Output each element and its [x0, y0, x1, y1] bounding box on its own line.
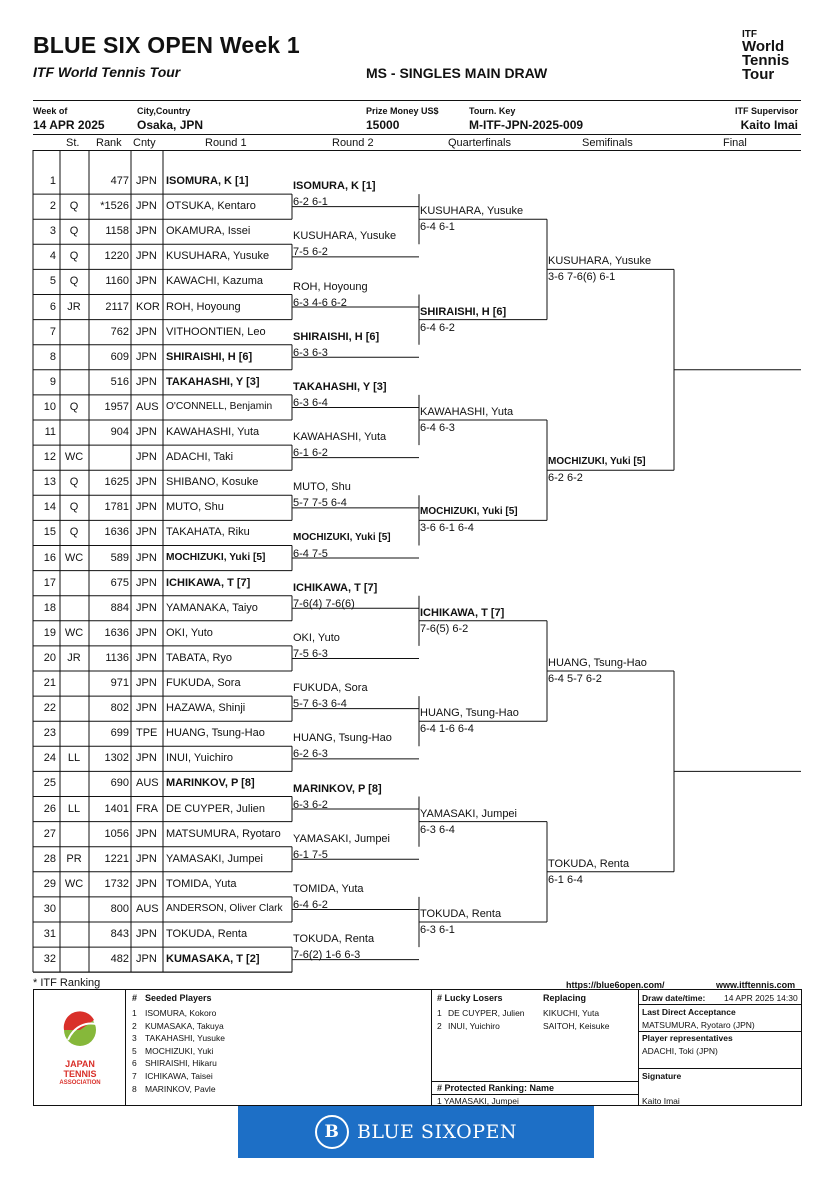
entry-player-name[interactable]: KAWACHI, Kazuma — [166, 275, 263, 288]
entry-rank: 904 — [110, 426, 129, 438]
entry-rank: 1160 — [105, 275, 129, 288]
seeded-num-header: # — [132, 993, 138, 1003]
entry-player-name[interactable]: VITHOONTIEN, Leo — [166, 325, 266, 338]
entry-rank: 675 — [110, 576, 129, 589]
quarterfinal-winner[interactable]: TOKUDA, Renta — [420, 908, 502, 920]
pr-rule-mid — [431, 1094, 638, 1095]
draw-number: 6 — [49, 300, 56, 313]
quarterfinal-score: 6-4 6-2 — [420, 321, 455, 334]
entry-player-name[interactable]: HUANG, Tsung-Hao — [166, 727, 265, 740]
semifinal-winner[interactable]: MOCHIZUKI, Yuki [5] — [548, 456, 646, 468]
entry-rank: 1401 — [104, 802, 129, 815]
draw-number: 13 — [43, 476, 56, 489]
entry-status: WC — [64, 451, 84, 464]
signature-label: Signature — [642, 1071, 682, 1081]
quarterfinal-score: 6-3 6-4 — [420, 823, 455, 836]
week-label: Week of — [33, 106, 68, 116]
draw-number: 2 — [49, 200, 56, 213]
seed-number: 7 — [132, 1071, 137, 1081]
entry-player-name[interactable]: TABATA, Ryo — [166, 651, 233, 664]
entry-player-name[interactable]: FUKUDA, Sora — [166, 677, 241, 689]
entry-player-name[interactable]: SHIRAISHI, H [6] — [166, 350, 253, 363]
pr-rule-top — [431, 1081, 638, 1082]
draw-date-value: 14 APR 2025 14:30 — [724, 993, 798, 1003]
semifinal-winner[interactable]: KUSUHARA, Yusuke — [548, 255, 652, 268]
blue-six-open-banner — [238, 1106, 594, 1158]
lda-label: Last Direct Acceptance — [642, 1007, 736, 1017]
semifinal-score: 3-6 7-6(6) 6-1 — [548, 271, 616, 284]
replacing-header: Replacing — [543, 993, 587, 1003]
draw-number: 1 — [49, 175, 56, 187]
itf-logo-line1: ITF — [742, 29, 757, 40]
info-rule-3 — [638, 1068, 801, 1069]
entry-rank: 1636 — [104, 526, 129, 539]
draw-number: 24 — [43, 752, 56, 765]
lda-value: MATSUMURA, Ryotaro (JPN) — [642, 1020, 755, 1030]
round2-winner[interactable]: ICHIKAWA, T [7] — [293, 581, 378, 594]
entry-player-name[interactable]: OKI, Yuto — [166, 626, 213, 639]
entry-status: Q — [69, 200, 79, 213]
entry-country: JPN — [136, 626, 157, 639]
entry-country: FRA — [136, 802, 158, 815]
round2-score: 6-4 7-5 — [293, 547, 328, 560]
entry-country: JPN — [136, 551, 157, 564]
prize-label: Prize Money US$ — [366, 106, 439, 116]
itftennis-link[interactable]: www.itftennis.com — [716, 980, 796, 990]
draw-number: 25 — [43, 777, 56, 790]
lucky-loser-name: DE CUYPER, Julien — [448, 1008, 525, 1018]
entry-country: JPN — [136, 928, 157, 940]
entry-player-name[interactable]: O'CONNELL, Benjamin — [166, 400, 273, 412]
key-label: Tourn. Key — [469, 106, 516, 116]
seed-player: MOCHIZUKI, Yuki — [145, 1045, 214, 1056]
draw-number: 5 — [49, 275, 56, 288]
draw-number: 19 — [43, 626, 56, 639]
entry-country: JPN — [136, 350, 157, 363]
signature-value: Kaito Imai — [642, 1096, 680, 1106]
entry-status: Q — [69, 501, 79, 514]
entry-rank: 516 — [110, 375, 129, 388]
draw-number: 18 — [43, 601, 56, 614]
quarterfinal-score: 6-4 1-6 6-4 — [420, 723, 474, 736]
entry-country: JPN — [136, 601, 157, 614]
draw-number: 7 — [49, 325, 56, 338]
entry-rank: 762 — [110, 325, 129, 338]
entry-country: JPN — [136, 375, 157, 388]
quarterfinal-winner[interactable]: MOCHIZUKI, Yuki [5] — [420, 506, 518, 518]
footer-divider-2 — [431, 989, 432, 1105]
quarterfinal-winner[interactable]: KUSUHARA, Yusuke — [420, 205, 524, 218]
round2-winner[interactable]: SHIRAISHI, H [6] — [293, 330, 380, 343]
seed-number: 2 — [132, 1020, 137, 1031]
seed-number: 1 — [132, 1008, 137, 1018]
entry-rank: 1781 — [104, 501, 129, 514]
entry-player-name[interactable]: ROH, Hoyoung — [166, 300, 241, 313]
jta-text-3: ASSOCIATION — [59, 1080, 101, 1086]
entry-rank: 802 — [110, 702, 129, 715]
seeded-header: Seeded Players — [145, 993, 212, 1003]
seed-player: ICHIKAWA, Taisei — [145, 1071, 213, 1081]
round2-winner[interactable]: ISOMURA, K [1] — [293, 180, 376, 193]
draw-number: 11 — [44, 426, 56, 438]
round2-score: 6-3 4-6 6-2 — [293, 296, 347, 309]
entry-country: JPN — [136, 325, 157, 338]
entry-country: JPN — [136, 651, 157, 664]
seed-player: KUMASAKA, Takuya — [145, 1020, 224, 1031]
round2-score: 6-3 6-4 — [293, 396, 328, 409]
semifinal-score: 6-1 6-4 — [548, 873, 583, 886]
round2-winner[interactable]: OKI, Yuto — [293, 631, 340, 644]
lucky-losers-header: # Lucky Losers — [437, 993, 503, 1003]
entry-rank: 971 — [110, 677, 129, 689]
round2-score: 7-6(4) 7-6(6) — [293, 597, 355, 610]
draw-number: 12 — [43, 451, 56, 464]
entry-rank: 589 — [110, 551, 129, 564]
tour-subtitle: ITF World Tennis Tour — [33, 64, 181, 80]
lucky-loser-number: 2 — [437, 1020, 442, 1031]
draw-number: 22 — [43, 702, 56, 715]
entry-player-name[interactable]: YAMANAKA, Taiyo — [166, 601, 258, 614]
col-quarterfinals: Quarterfinals — [448, 137, 511, 149]
entry-player-name[interactable]: KUSUHARA, Yusuke — [166, 250, 270, 263]
quarterfinal-score: 6-4 6-1 — [420, 221, 455, 234]
entry-player-name[interactable]: YAMASAKI, Jumpei — [166, 852, 263, 865]
entry-player-name[interactable]: TAKAHASHI, Y [3] — [166, 375, 260, 388]
lucky-loser-name: INUI, Yuichiro — [448, 1020, 500, 1031]
round2-winner[interactable]: HUANG, Tsung-Hao — [293, 732, 392, 745]
col-semifinals: Semifinals — [582, 137, 633, 149]
entry-player-name[interactable]: SHIBANO, Kosuke — [166, 476, 259, 489]
entry-rank: 800 — [110, 902, 129, 915]
city-value: Osaka, JPN — [137, 118, 204, 132]
quarterfinal-score: 3-6 6-1 6-4 — [420, 522, 474, 535]
seed-player: ISOMURA, Kokoro — [145, 1008, 217, 1018]
semifinal-score: 6-4 5-7 6-2 — [548, 673, 602, 685]
entry-country: KOR — [136, 300, 160, 313]
entry-rank: *1526 — [100, 200, 129, 213]
jta-text-2: TENNIS — [63, 1069, 97, 1079]
entry-country: AUS — [136, 777, 159, 790]
round2-score: 6-3 6-2 — [293, 798, 328, 811]
entry-country: AUS — [136, 902, 159, 915]
round2-score: 7-5 6-2 — [293, 246, 328, 259]
entry-player-name[interactable]: MARINKOV, P [8] — [166, 777, 255, 790]
round2-score: 6-4 6-2 — [293, 898, 328, 911]
quarterfinal-winner[interactable]: YAMASAKI, Jumpei — [420, 807, 517, 820]
round2-winner[interactable]: MOCHIZUKI, Yuki [5] — [293, 531, 391, 543]
entry-player-name[interactable]: TOKUDA, Renta — [166, 928, 248, 940]
round2-winner[interactable]: KUSUHARA, Yusuke — [293, 230, 397, 243]
round2-winner[interactable]: ROH, Hoyoung — [293, 280, 368, 293]
jta-logo — [54, 1010, 106, 1100]
entry-player-name[interactable]: MATSUMURA, Ryotaro — [166, 827, 281, 840]
tennis-ball-icon — [54, 1010, 106, 1050]
entry-player-name[interactable]: OTSUKA, Kentaro — [166, 200, 256, 213]
col-final: Final — [723, 137, 747, 149]
event-name: MS - SINGLES MAIN DRAW — [366, 65, 548, 81]
quarterfinal-score: 7-6(5) 6-2 — [420, 622, 469, 635]
round2-score: 6-1 6-2 — [293, 447, 328, 460]
blue6open-link[interactable]: https://blue6open.com/ — [566, 980, 665, 990]
entry-country: JPN — [136, 426, 157, 438]
semifinal-winner[interactable]: TOKUDA, Renta — [548, 857, 630, 870]
entry-player-name[interactable]: KAWAHASHI, Yuta — [166, 426, 260, 438]
entry-rank: 884 — [110, 601, 129, 614]
entry-status: Q — [69, 250, 79, 263]
entry-rank: 1220 — [104, 250, 129, 263]
entry-country: JPN — [136, 250, 157, 263]
entry-rank: 1957 — [104, 400, 129, 413]
round2-winner[interactable]: MUTO, Shu — [293, 481, 351, 494]
round2-score: 7-5 6-3 — [293, 647, 328, 660]
entry-status: Q — [69, 526, 79, 539]
round2-winner[interactable]: KAWAHASHI, Yuta — [293, 431, 387, 444]
quarterfinal-winner[interactable]: SHIRAISHI, H [6] — [420, 305, 507, 318]
entry-country: JPN — [136, 852, 157, 865]
itf-ranking-note: * ITF Ranking — [33, 977, 101, 989]
round2-score: 6-1 7-5 — [293, 848, 328, 861]
quarterfinal-winner[interactable]: ICHIKAWA, T [7] — [420, 606, 505, 619]
entry-country: JPN — [136, 677, 157, 689]
round2-score: 6-2 6-1 — [293, 196, 328, 209]
entry-status: JR — [67, 300, 81, 313]
entry-country: JPN — [136, 752, 157, 765]
footer-divider-1 — [125, 989, 126, 1105]
entry-country: AUS — [136, 400, 159, 413]
draw-number: 15 — [43, 526, 56, 539]
entry-rank: 1221 — [104, 852, 129, 865]
entry-rank: 1302 — [104, 752, 129, 765]
semifinal-score: 6-2 6-2 — [548, 472, 583, 485]
city-label: City,Country — [137, 106, 191, 116]
draw-number: 32 — [43, 953, 56, 966]
entry-player-name[interactable]: DE CUYPER, Julien — [166, 802, 266, 815]
col-round2: Round 2 — [332, 137, 374, 149]
entry-status: LL — [67, 752, 81, 765]
entry-player-name[interactable]: MOCHIZUKI, Yuki [5] — [166, 551, 266, 563]
entry-player-name[interactable]: ANDERSON, Oliver Clark — [166, 902, 283, 914]
lucky-loser-replacing: KIKUCHI, Yuta — [543, 1008, 600, 1018]
entry-country: JPN — [136, 175, 157, 187]
jta-text-1: JAPAN — [65, 1059, 95, 1069]
entry-country: JPN — [136, 451, 157, 464]
entry-player-name[interactable]: TOMIDA, Yuta — [166, 877, 237, 890]
quarterfinal-score: 6-4 6-3 — [420, 422, 455, 434]
entry-rank: 699 — [110, 727, 129, 740]
entry-status: Q — [69, 476, 79, 489]
entry-player-name[interactable]: ISOMURA, K [1] — [166, 175, 249, 187]
entry-player-name[interactable]: KUMASAKA, T [2] — [166, 953, 260, 966]
draw-number: 9 — [49, 375, 56, 388]
quarterfinal-winner[interactable]: KAWAHASHI, Yuta — [420, 406, 514, 418]
col-st: St. — [66, 137, 80, 149]
lucky-loser-number: 1 — [437, 1008, 442, 1018]
draw-number: 8 — [49, 350, 56, 363]
seed-number: 6 — [132, 1058, 137, 1069]
draw-number: 3 — [49, 225, 56, 238]
entry-country: JPN — [136, 877, 157, 890]
info-rule-2 — [638, 1031, 801, 1032]
pr-row: 1 YAMASAKI, Jumpei — [437, 1096, 519, 1106]
round2-score: 6-3 6-3 — [293, 346, 328, 359]
entry-rank: 1625 — [104, 476, 129, 489]
entry-player-name[interactable]: MUTO, Shu — [166, 501, 224, 514]
draw-number: 17 — [43, 576, 56, 589]
col-rank: Rank — [96, 137, 122, 149]
rep-label: Player representatives — [642, 1033, 733, 1043]
draw-number: 20 — [43, 651, 56, 664]
entry-country: TPE — [136, 727, 158, 740]
draw-number: 14 — [43, 501, 56, 514]
entry-player-name[interactable]: INUI, Yuichiro — [166, 752, 234, 765]
entry-player-name[interactable]: TAKAHATA, Riku — [166, 526, 250, 539]
entry-rank: 690 — [110, 777, 129, 790]
entry-status: Q — [69, 275, 79, 288]
seed-number: 8 — [132, 1083, 137, 1094]
seed-player: TAKAHASHI, Yusuke — [145, 1033, 225, 1044]
entry-status: LL — [67, 802, 81, 815]
entry-rank: 1732 — [104, 877, 129, 890]
seed-number: 3 — [132, 1033, 137, 1044]
draw-number: 27 — [43, 827, 56, 840]
entry-country: JPN — [136, 501, 157, 514]
draw-number: 4 — [49, 250, 56, 263]
entry-status: Q — [69, 225, 79, 238]
entry-rank: 1056 — [104, 827, 129, 840]
key-value: M-ITF-JPN-2025-009 — [469, 118, 584, 132]
page-title: BLUE SIX OPEN Week 1 — [33, 32, 300, 58]
info-rule-1 — [638, 1004, 801, 1005]
quarterfinal-score: 6-3 6-1 — [420, 924, 455, 936]
round2-winner[interactable]: FUKUDA, Sora — [293, 682, 368, 695]
round2-winner[interactable]: YAMASAKI, Jumpei — [293, 832, 390, 845]
draw-number: 26 — [43, 802, 56, 815]
entry-rank: 843 — [110, 928, 129, 940]
entry-status: WC — [64, 626, 84, 639]
entry-status: WC — [64, 551, 84, 564]
round2-score: 7-6(2) 1-6 6-3 — [293, 949, 361, 962]
lucky-loser-replacing: SAITOH, Keisuke — [543, 1020, 610, 1031]
supervisor-value: Kaito Imai — [740, 118, 798, 132]
seed-number: 5 — [132, 1045, 137, 1056]
entry-rank: 1136 — [105, 651, 129, 664]
entry-rank: 1158 — [105, 225, 129, 238]
entry-player-name[interactable]: HAZAWA, Shinji — [166, 702, 246, 715]
entry-status: WC — [64, 877, 84, 890]
draw-number: 31 — [43, 928, 56, 940]
entry-status: Q — [69, 400, 79, 413]
round2-score: 5-7 7-5 6-4 — [293, 497, 347, 510]
draw-number: 30 — [43, 902, 56, 915]
entry-rank: 477 — [110, 175, 129, 187]
col-round1: Round 1 — [205, 137, 247, 149]
semifinal-winner[interactable]: HUANG, Tsung-Hao — [548, 657, 647, 669]
draw-number: 23 — [43, 727, 56, 740]
itf-logo-line3: Tennis — [742, 52, 790, 69]
entry-status: PR — [66, 852, 82, 865]
draw-number: 21 — [43, 677, 56, 689]
round2-score: 5-7 6-3 6-4 — [293, 698, 347, 711]
col-cnty: Cnty — [133, 137, 156, 149]
draw-number: 10 — [43, 400, 56, 413]
entry-player-name[interactable]: ICHIKAWA, T [7] — [166, 576, 251, 589]
footer-divider-3 — [638, 989, 639, 1105]
entry-country: JPN — [136, 702, 157, 715]
entry-rank: 482 — [110, 953, 129, 966]
entry-country: JPN — [136, 275, 157, 288]
entry-country: JPN — [136, 576, 157, 589]
week-value: 14 APR 2025 — [33, 118, 105, 132]
entry-country: JPN — [136, 827, 157, 840]
entry-rank: 2117 — [105, 300, 129, 313]
itf-logo-line4: Tour — [742, 66, 775, 83]
entry-country: JPN — [136, 200, 157, 213]
quarterfinal-winner[interactable]: HUANG, Tsung-Hao — [420, 707, 519, 720]
draw-date-label: Draw date/time: — [642, 993, 706, 1003]
entry-country: JPN — [136, 476, 157, 489]
banner-text: BLUE SIXOPEN — [356, 1121, 518, 1143]
entry-country: JPN — [136, 953, 157, 966]
entry-player-name[interactable]: OKAMURA, Issei — [166, 225, 251, 238]
entry-country: JPN — [136, 225, 157, 238]
seed-player: MARINKOV, Pavle — [145, 1083, 216, 1094]
supervisor-label: ITF Supervisor — [734, 106, 798, 116]
blue-six-open-icon: B — [315, 1115, 349, 1149]
draw-number: 29 — [43, 877, 56, 890]
round2-winner[interactable]: TOKUDA, Renta — [293, 933, 375, 946]
draw-number: 16 — [43, 551, 56, 564]
round2-winner[interactable]: MARINKOV, P [8] — [293, 782, 382, 795]
round2-winner[interactable]: TOMIDA, Yuta — [293, 882, 364, 895]
rep-value: ADACHI, Toki (JPN) — [642, 1046, 718, 1056]
itf-logo-line2: World — [742, 38, 785, 55]
pr-header: # Protected Ranking: Name — [437, 1083, 555, 1093]
draw-number: 28 — [43, 852, 56, 865]
seed-player: SHIRAISHI, Hikaru — [145, 1058, 217, 1069]
entry-country: JPN — [136, 526, 157, 539]
round2-winner[interactable]: TAKAHASHI, Y [3] — [293, 380, 387, 393]
entry-status: JR — [67, 651, 81, 664]
round2-score: 6-2 6-3 — [293, 748, 328, 761]
entry-player-name[interactable]: ADACHI, Taki — [166, 451, 234, 464]
prize-value: 15000 — [366, 118, 400, 132]
entry-rank: 609 — [110, 350, 129, 363]
entry-rank: 1636 — [104, 626, 129, 639]
